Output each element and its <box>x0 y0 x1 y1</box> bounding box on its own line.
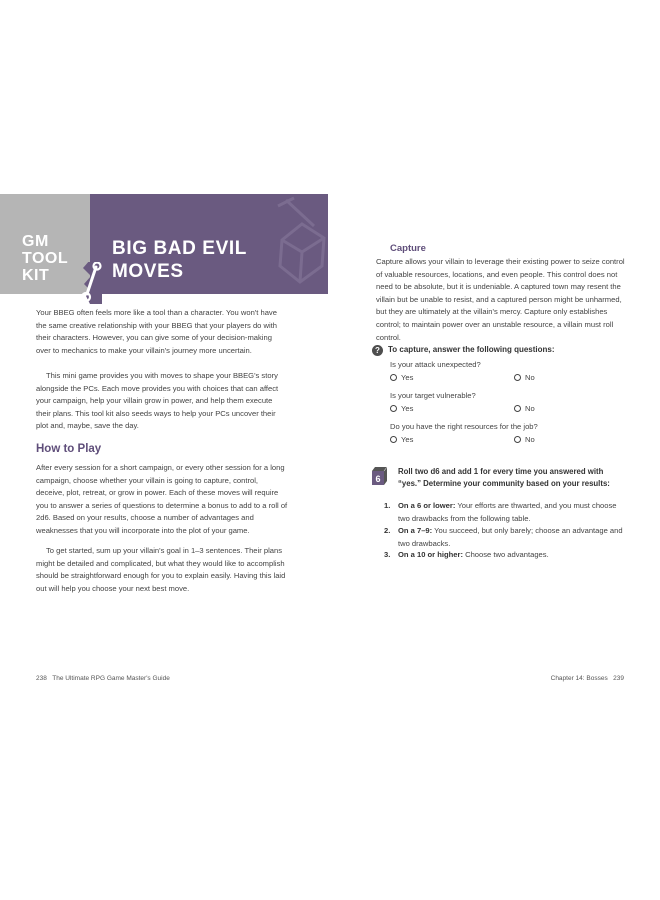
question-icon: ? <box>372 345 383 356</box>
intro-paragraph-2: This mini game provides you with moves to shape your BBEG's story alongside the PCs. Each move provides you with choices that can affect your campaign, help your villain grow in power, and help them execute their plans. This tool kit also seeds ways to help your PCs uncover their plot and, maybe, save the day. <box>36 371 279 431</box>
question-2 <box>390 391 620 416</box>
radio-circle-icon[interactable] <box>514 436 521 443</box>
result-text: Choose two advantages. <box>462 550 549 559</box>
result-number: 2. <box>384 526 391 535</box>
tab-line-1: GM <box>22 233 49 250</box>
intro-paragraph-1: Your BBEG often feels more like a tool than a character. You won't have the same creative relationship with your BBEG that your players do with their characters. However, you can give some of your decision-making over to mechanics to make your villain's journey more uncertain. <box>36 308 278 355</box>
questions-title: To capture, answer the following questions: <box>388 345 555 354</box>
result-number: 1. <box>384 501 391 510</box>
result-label: On a 10 or higher: <box>398 550 463 559</box>
question-text: Is your target vulnerable? <box>390 391 476 400</box>
result-label: On a 6 or lower: <box>398 501 456 510</box>
question-3 <box>390 422 620 447</box>
footer-right <box>551 675 624 682</box>
yes-label: Yes <box>401 373 414 382</box>
no-option[interactable] <box>514 435 535 444</box>
title-line-2: MOVES <box>112 261 184 282</box>
how-to-play-heading: How to Play <box>36 443 102 455</box>
radio-circle-icon[interactable] <box>514 405 521 412</box>
yes-label: Yes <box>401 435 414 444</box>
result-item-3 <box>384 549 628 562</box>
yes-label: Yes <box>401 404 414 413</box>
question-1 <box>390 360 620 385</box>
no-label: No <box>525 404 535 413</box>
die-face-number: 6 <box>375 474 381 484</box>
book-title: The Ultimate RPG Game Master's Guide <box>52 675 170 682</box>
wrench-icon <box>78 262 102 304</box>
question-text: Is your attack unexpected? <box>390 360 481 369</box>
result-text: Your efforts are thwarted, and you must choose two drawbacks from the following table. <box>398 501 617 523</box>
footer-left <box>36 675 170 682</box>
no-option[interactable] <box>514 373 535 382</box>
result-text: You succeed, but only barely; choose an advantage and two drawbacks. <box>398 526 623 548</box>
yes-option[interactable] <box>390 435 413 444</box>
radio-circle-icon[interactable] <box>514 374 521 381</box>
tab-line-2: TOOL <box>22 250 69 267</box>
roll-instructions: Roll two d6 and add 1 for every time you answered with “yes.” Determine your community based on your results: <box>398 467 610 488</box>
title-line-1: BIG BAD EVIL <box>112 238 247 259</box>
chapter-title: Chapter 14: Bosses <box>550 675 608 682</box>
page-number-right: 239 <box>613 675 624 682</box>
capture-paragraph: Capture allows your villain to leverage their existing power to seize control of valuable resources, locations, and even people. This control does not need to be absolute, but it is undeniable. A captured town may resent the villain but be unable to resist, and a captured person might be unharmed, but they are ultimately at the villain's mercy. Capture only establishes control; to maintain power over an unstable resource, a villain must roll control. <box>376 257 625 342</box>
capture-heading: Capture <box>390 243 426 254</box>
how-to-play-paragraph-2: To get started, sum up your villain's goal in 1–3 sentences. Their plans might be detailed and complicated, but what they would like to accomplish should be straightforward enough for you to explain easily. Having this laid out will help you choose your next best move. <box>36 546 286 593</box>
result-item-2 <box>384 525 628 550</box>
radio-circle-icon[interactable] <box>390 374 397 381</box>
yes-option[interactable] <box>390 373 413 382</box>
result-number: 3. <box>384 550 391 559</box>
page-number-left: 238 <box>36 675 47 682</box>
dice-watermark-icon <box>266 196 328 292</box>
question-text: Do you have the right resources for the job? <box>390 422 538 431</box>
result-label: On a 7–9: <box>398 526 433 535</box>
d6-die-icon <box>372 466 388 486</box>
result-item-1 <box>384 500 628 525</box>
radio-circle-icon[interactable] <box>390 436 397 443</box>
no-label: No <box>525 435 535 444</box>
no-label: No <box>525 373 535 382</box>
radio-circle-icon[interactable] <box>390 405 397 412</box>
yes-option[interactable] <box>390 404 413 413</box>
how-to-play-paragraph-1: After every session for a short campaign, or every other session for a long campaign, choose whether your villain is going to capture, control, deceive, plot, retreat, or grow in power. Each of these moves will require you to answer a series of questions to determine a bonus to add to a roll of 2d6. Based on your results, choose a number of advantages and weaknesses that you will incorporate into the plot of your game. <box>36 463 288 535</box>
tab-line-3: KIT <box>22 267 50 284</box>
no-option[interactable] <box>514 404 535 413</box>
